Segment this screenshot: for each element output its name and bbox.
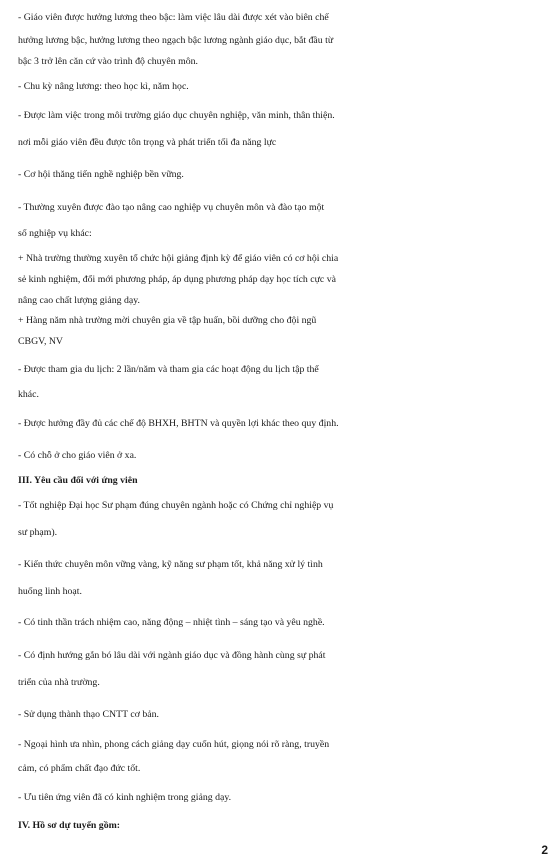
text-line: - Được tham gia du lịch: 2 lần/năm và tham gia các hoạt động du lịch tập thể xyxy=(18,364,319,375)
text-line: - Có chỗ ở cho giáo viên ở xa. xyxy=(18,450,137,461)
text-line: - Có định hướng gắn bó lâu dài với ngành giáo dục và đồng hành cùng sự phát xyxy=(18,650,326,661)
text-line: - Ưu tiên ứng viên đã có kinh nghiệm trong giảng dạy. xyxy=(18,792,232,803)
text-line: - Ngoại hình ưa nhìn, phong cách giảng dạy cuốn hút, giọng nói rõ ràng, truyền xyxy=(18,739,330,750)
text-line: huống linh hoạt. xyxy=(18,586,82,597)
text-line: - Giáo viên được hưởng lương theo bậc: làm việc lâu dài được xét vào biên chế xyxy=(18,12,329,23)
text-line: sẻ kinh nghiệm, đổi mới phương pháp, áp dụng phương pháp dạy học tích cực và xyxy=(18,274,336,285)
page-number: 2 xyxy=(541,843,548,857)
text-line: - Chu kỳ nâng lương: theo học kì, năm học. xyxy=(18,81,189,92)
text-line: - Tốt nghiệp Đại học Sư phạm đúng chuyên ngành hoặc có Chứng chỉ nghiệp vụ xyxy=(18,500,334,511)
text-line: bậc 3 trở lên căn cứ vào trình độ chuyên môn. xyxy=(18,56,198,67)
text-line: hưởng lương bậc, hưởng lương theo ngạch bậc lương ngành giáo dục, bắt đầu từ xyxy=(18,35,334,46)
text-line: khác. xyxy=(18,389,39,400)
text-line: - Thường xuyên được đào tạo nâng cao nghiệp vụ chuyên môn và đào tạo một xyxy=(18,202,325,213)
text-line: nơi mỗi giáo viên đều được tôn trọng và phát triển tối đa năng lực xyxy=(18,137,277,148)
text-line: + Nhà trường thường xuyên tổ chức hội giảng định kỳ để giáo viên có cơ hội chia xyxy=(18,253,339,264)
text-line: cảm, có phẩm chất đạo đức tốt. xyxy=(18,763,141,774)
text-line: - Được làm việc trong môi trường giáo dục chuyên nghiệp, văn minh, thân thiện. xyxy=(18,110,335,121)
section-heading: IV. Hồ sơ dự tuyển gồm: xyxy=(18,820,121,831)
text-line: nâng cao chất lượng giảng dạy. xyxy=(18,295,140,306)
text-line: - Cơ hội thăng tiến nghề nghiệp bền vững. xyxy=(18,169,184,180)
text-line: - Có tinh thần trách nhiệm cao, năng động – nhiệt tình – sáng tạo và yêu nghề. xyxy=(18,617,325,628)
text-line: + Hàng năm nhà trường mời chuyên gia về tập huấn, bồi dưỡng cho đội ngũ xyxy=(18,315,317,326)
text-line: - Sử dụng thành thạo CNTT cơ bản. xyxy=(18,709,159,720)
text-line: sư phạm). xyxy=(18,527,58,538)
text-line: CBGV, NV xyxy=(18,336,64,347)
text-line: số nghiệp vụ khác: xyxy=(18,228,92,239)
text-line: - Được hưởng đầy đủ các chế độ BHXH, BHTN và quyền lợi khác theo quy định. xyxy=(18,418,339,429)
text-line: triển của nhà trường. xyxy=(18,677,100,688)
section-heading: III. Yêu cầu đối với ứng viên xyxy=(18,475,138,486)
text-line: - Kiến thức chuyên môn vững vàng, kỹ năng sư phạm tốt, khả năng xử lý tình xyxy=(18,559,323,570)
